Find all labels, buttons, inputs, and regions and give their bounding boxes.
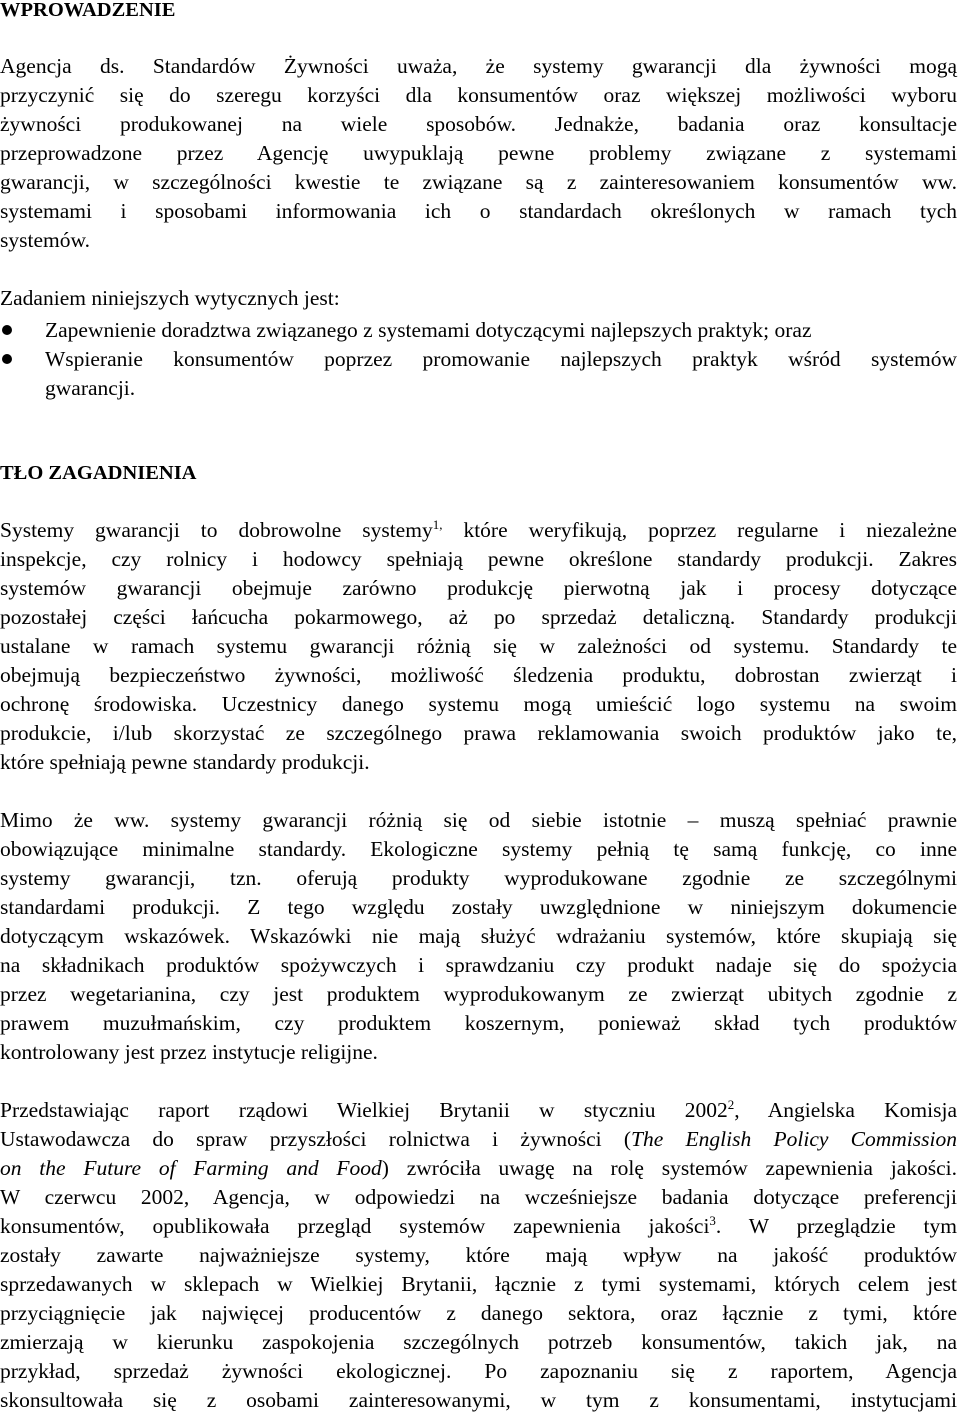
- section-heading-introduction: WPROWADZENIE: [0, 0, 176, 21]
- mimo-line: kontrolowany jest przez instytucje religijne.: [0, 1040, 378, 1064]
- background-line: produkcie, i/lub skorzystać ze szczególnego prawa reklamowania swoich produktów jako te,: [0, 721, 957, 745]
- mimo-line: prawem muzułmańskim, czy produktem koszernym, ponieważ skład tych produktów: [0, 1011, 957, 1035]
- report-line: przyciągnięcie jak najwięcej producentów z danego sektora, oraz łącznie z tymi, które: [0, 1301, 957, 1325]
- report-line: zostały zawarte najważniejsze systemy, które mają wpływ na jakość produktów: [0, 1243, 957, 1267]
- mimo-line: systemy gwarancji, tzn. oferują produkty wyprodukowane zgodnie ze szczególnymi: [0, 866, 957, 890]
- background-line: systemów gwarancji obejmuje zarówno produkcję pierwotną jak i procesy dotyczące: [0, 576, 957, 600]
- italic-title: The English Policy Commission: [631, 1127, 957, 1151]
- intro-line: systemami i sposobami informowania ich o standardach określonych w ramach tych: [0, 199, 957, 223]
- text-run: Przedstawiając raport rządowi Wielkiej Brytanii w styczniu 2002: [0, 1098, 728, 1122]
- background-line: ochronę środowiska. Uczestnicy danego systemu mogą umieścić logo systemu na swoim: [0, 692, 957, 716]
- mimo-line: standardami produkcji. Z tego względu zostały uwzględnione w niniejszym dokumencie: [0, 895, 957, 919]
- mimo-line: obowiązujące minimalne standardy. Ekologiczne systemy pełnią tę samą funkcję, co inne: [0, 837, 957, 861]
- text-run: które weryfikują, poprzez regularne i niezależne: [442, 518, 957, 542]
- background-line: pozostałej części łańcucha pokarmowego, aż po sprzedaż detaliczną. Standardy produkcji: [0, 605, 957, 629]
- intro-line: przeprowadzone przez Agencję uwypuklają pewne problemy związane z systemami: [0, 141, 957, 165]
- bullet-item-1: Zapewnienie doradztwa związanego z systemami dotyczącymi najlepszych praktyk; oraz: [45, 318, 812, 342]
- text-run: , Angielska Komisja: [734, 1098, 957, 1122]
- report-line: skonsultowała się z osobami zainteresowanymi, w tym z konsumentami, instytucjami: [0, 1388, 957, 1412]
- text-run: ) zwróciła uwagę na rolę systemów zapewnienia jakości.: [381, 1156, 957, 1180]
- footnote-ref-3: 3: [709, 1213, 716, 1228]
- mimo-line: dotyczącym wskazówek. Wskazówki nie mają służyć wdrażaniu systemów, które skupiają się: [0, 924, 957, 948]
- section-heading-background: TŁO ZAGADNIENIA: [0, 462, 197, 484]
- bullet-dot: [2, 325, 12, 335]
- bullet-dot: [2, 354, 12, 364]
- mimo-line: Mimo że ww. systemy gwarancji różnią się od siebie istotnie – muszą spełniać prawnie: [0, 808, 957, 832]
- background-line: ustalane w ramach systemu gwarancji różnią się w zależności od systemu. Standardy te: [0, 634, 957, 658]
- background-line: [0, 516, 957, 545]
- text-run: Ustawodawcza do spraw przyszłości rolnictwa i żywności (: [0, 1127, 632, 1151]
- report-line: [0, 1154, 957, 1183]
- report-line: [0, 1125, 957, 1154]
- mimo-line: na składnikach produktów spożywczych i sprawdzaniu czy produkt nadaje się do spożycia: [0, 953, 957, 977]
- bullet-item-2-continuation: gwarancji.: [45, 376, 136, 400]
- mimo-line: przez wegetarianina, czy jest produktem wyprodukowanym ze zwierząt ubitych zgodnie z: [0, 982, 957, 1006]
- bullet-item-2: Wspieranie konsumentów poprzez promowanie najlepszych praktyk wśród systemów: [45, 347, 957, 371]
- report-line: [0, 1096, 957, 1125]
- footnote-ref-1: 1,: [432, 517, 443, 532]
- report-line: przykład, sprzedaż żywności ekologicznej. Po zapoznaniu się z raportem, Agencja: [0, 1359, 957, 1383]
- intro-line: Agencja ds. Standardów Żywności uważa, że systemy gwarancji dla żywności mogą: [0, 54, 957, 78]
- report-line: [0, 1212, 957, 1241]
- background-line: które spełniają pewne standardy produkcji.: [0, 750, 370, 774]
- report-line: zmierzają w kierunku zaspokojenia szczególnych potrzeb konsumentów, takich jak, na: [0, 1330, 957, 1354]
- text-run: konsumentów, opublikowała przegląd systemów zapewnienia jakości: [0, 1214, 710, 1238]
- italic-title: on the Future of Farming and Food: [0, 1156, 382, 1180]
- text-run: . W przeglądzie tym: [715, 1214, 957, 1238]
- footnote-ref-2: 2: [727, 1097, 735, 1112]
- aims-intro: Zadaniem niniejszych wytycznych jest:: [0, 286, 340, 310]
- intro-line: gwarancji, w szczególności kwestie te związane są z zainteresowaniem konsumentów ww.: [0, 170, 957, 194]
- intro-line: żywności produkowanej na wiele sposobów. Jednakże, badania oraz konsultacje: [0, 112, 957, 136]
- intro-line: systemów.: [0, 228, 90, 252]
- report-line: W czerwcu 2002, Agencja, w odpowiedzi na wcześniejsze badania dotyczące preferencji: [0, 1185, 957, 1209]
- background-line: inspekcje, czy rolnicy i hodowcy spełniają pewne określone standardy produkcji. Zakres: [0, 547, 957, 571]
- report-line: sprzedawanych w sklepach w Wielkiej Brytanii, łącznie z tymi systemami, których celem jest: [0, 1272, 957, 1296]
- intro-line: przyczynić się do szeregu korzyści dla konsumentów oraz większej możliwości wyboru: [0, 83, 957, 107]
- background-line: obejmują bezpieczeństwo żywności, możliwość śledzenia produktu, dobrostan zwierząt i: [0, 663, 957, 687]
- text-run: Systemy gwarancji to dobrowolne systemy: [0, 518, 433, 542]
